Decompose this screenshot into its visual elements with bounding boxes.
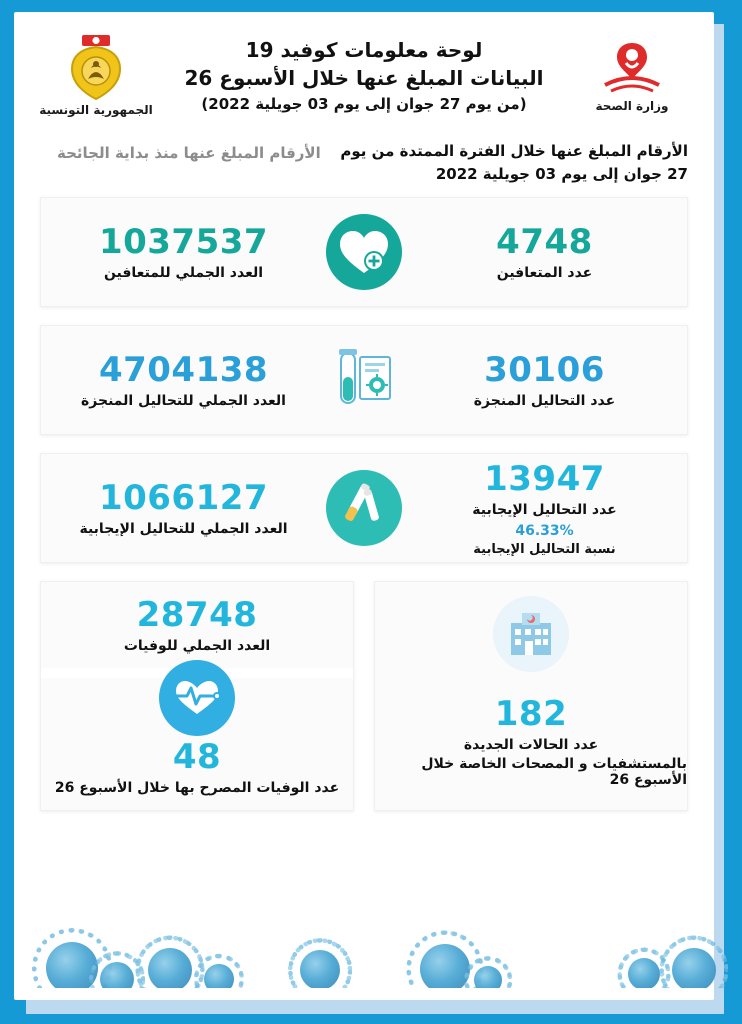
title-line-3: (من يوم 27 جوان إلى يوم 03 جويلية 2022) xyxy=(201,95,527,114)
bottom-row xyxy=(14,581,714,811)
deaths-total-label: العدد الجملي للوفيات xyxy=(123,638,271,654)
positive-total-value: 1066127 xyxy=(98,478,269,518)
virus-icon xyxy=(300,950,340,988)
hospital-label-line2: بالمستشفيات و المصحات الخاصة خلال الأسبوع 26 xyxy=(421,755,687,788)
tests-total-value: 4704138 xyxy=(98,350,269,390)
card-deaths xyxy=(40,581,354,811)
recovered-total-label: العدد الجملي للمتعافين xyxy=(103,265,264,281)
virus-icon xyxy=(672,948,716,988)
ministry-of-health-logo xyxy=(572,39,692,113)
positivity-rate-value: 46.33% xyxy=(515,522,574,539)
stat-cards xyxy=(14,197,714,563)
deaths-week-value: 48 xyxy=(172,736,222,777)
poster-content xyxy=(14,12,714,1000)
positive-swab-icon xyxy=(326,470,402,546)
moh-emblem-icon xyxy=(595,39,669,97)
hospital-label-line1: عدد الحالات الجديدة xyxy=(463,736,599,753)
deaths-total-value: 28748 xyxy=(136,595,258,635)
positivity-rate-label: نسبة التحاليل الإيجابية xyxy=(473,541,616,557)
virus-icon xyxy=(628,958,660,988)
positive-week-label: عدد التحاليل الإيجابية xyxy=(472,501,617,518)
virus-decoration xyxy=(28,914,728,988)
tests-total-label: العدد الجملي للتحاليل المنجزة xyxy=(81,393,286,409)
card-tests-period xyxy=(424,350,665,409)
recovered-week-label: عدد المتعافين xyxy=(496,265,593,281)
test-tube-report-icon xyxy=(327,341,401,419)
republic-logo-caption: الجمهورية التونسية xyxy=(39,103,153,117)
card-positive-period xyxy=(424,459,665,557)
tests-icon-slot xyxy=(304,341,424,419)
hospital-value: 182 xyxy=(494,693,568,734)
deaths-icon-slot xyxy=(159,660,235,736)
title-line-1: لوحة معلومات كوفيد 19 xyxy=(245,38,483,63)
virus-icon xyxy=(474,966,502,988)
virus-icon xyxy=(204,964,234,988)
recovered-total-value: 1037537 xyxy=(98,222,269,262)
title-line-2: البيانات المبلغ عنها خلال الأسبوع 26 xyxy=(184,65,544,90)
subheadings xyxy=(14,134,714,197)
virus-icon xyxy=(46,942,98,988)
moh-logo-caption: وزارة الصحة xyxy=(595,99,669,113)
card-tests xyxy=(40,325,688,435)
republic-emblem-icon xyxy=(64,35,128,101)
cumulative-heading: الأرقام المبلغ عنها منذ بداية الجائحة xyxy=(56,144,321,162)
recovered-icon-slot xyxy=(304,214,424,290)
card-recovered xyxy=(40,197,688,307)
recovered-week-value: 4748 xyxy=(496,222,593,262)
heart-plus-icon xyxy=(326,214,402,290)
card-hospital xyxy=(374,581,688,811)
tests-week-label: عدد التحاليل المنجزة xyxy=(473,393,616,409)
period-heading: الأرقام المبلغ عنها خلال الفترة الممتدة من يوم 27 جوان إلى يوم 03 جويلية 2022 xyxy=(340,142,688,184)
header xyxy=(14,12,714,134)
virus-icon xyxy=(100,962,134,988)
tests-week-value: 30106 xyxy=(484,350,605,390)
positive-week-value: 13947 xyxy=(484,458,605,499)
page-title xyxy=(156,37,572,115)
card-tests-total xyxy=(63,350,304,409)
card-recovered-period xyxy=(424,222,665,281)
virus-icon xyxy=(420,944,470,988)
deaths-week-label: عدد الوفيات المصرح بها خلال الأسبوع 26 xyxy=(54,779,340,796)
positive-icon-slot xyxy=(304,470,424,546)
card-recovered-total xyxy=(63,222,304,281)
card-positive-total xyxy=(63,478,304,537)
card-positive xyxy=(40,453,688,563)
positive-total-label: العدد الجملي للتحاليل الإيجابية xyxy=(79,521,288,537)
frame-shadow-bottom xyxy=(26,1000,724,1014)
republic-logo xyxy=(36,35,156,117)
hospital-icon xyxy=(493,596,569,672)
virus-icon xyxy=(148,948,192,988)
heartbeat-pulse-icon xyxy=(159,660,235,736)
